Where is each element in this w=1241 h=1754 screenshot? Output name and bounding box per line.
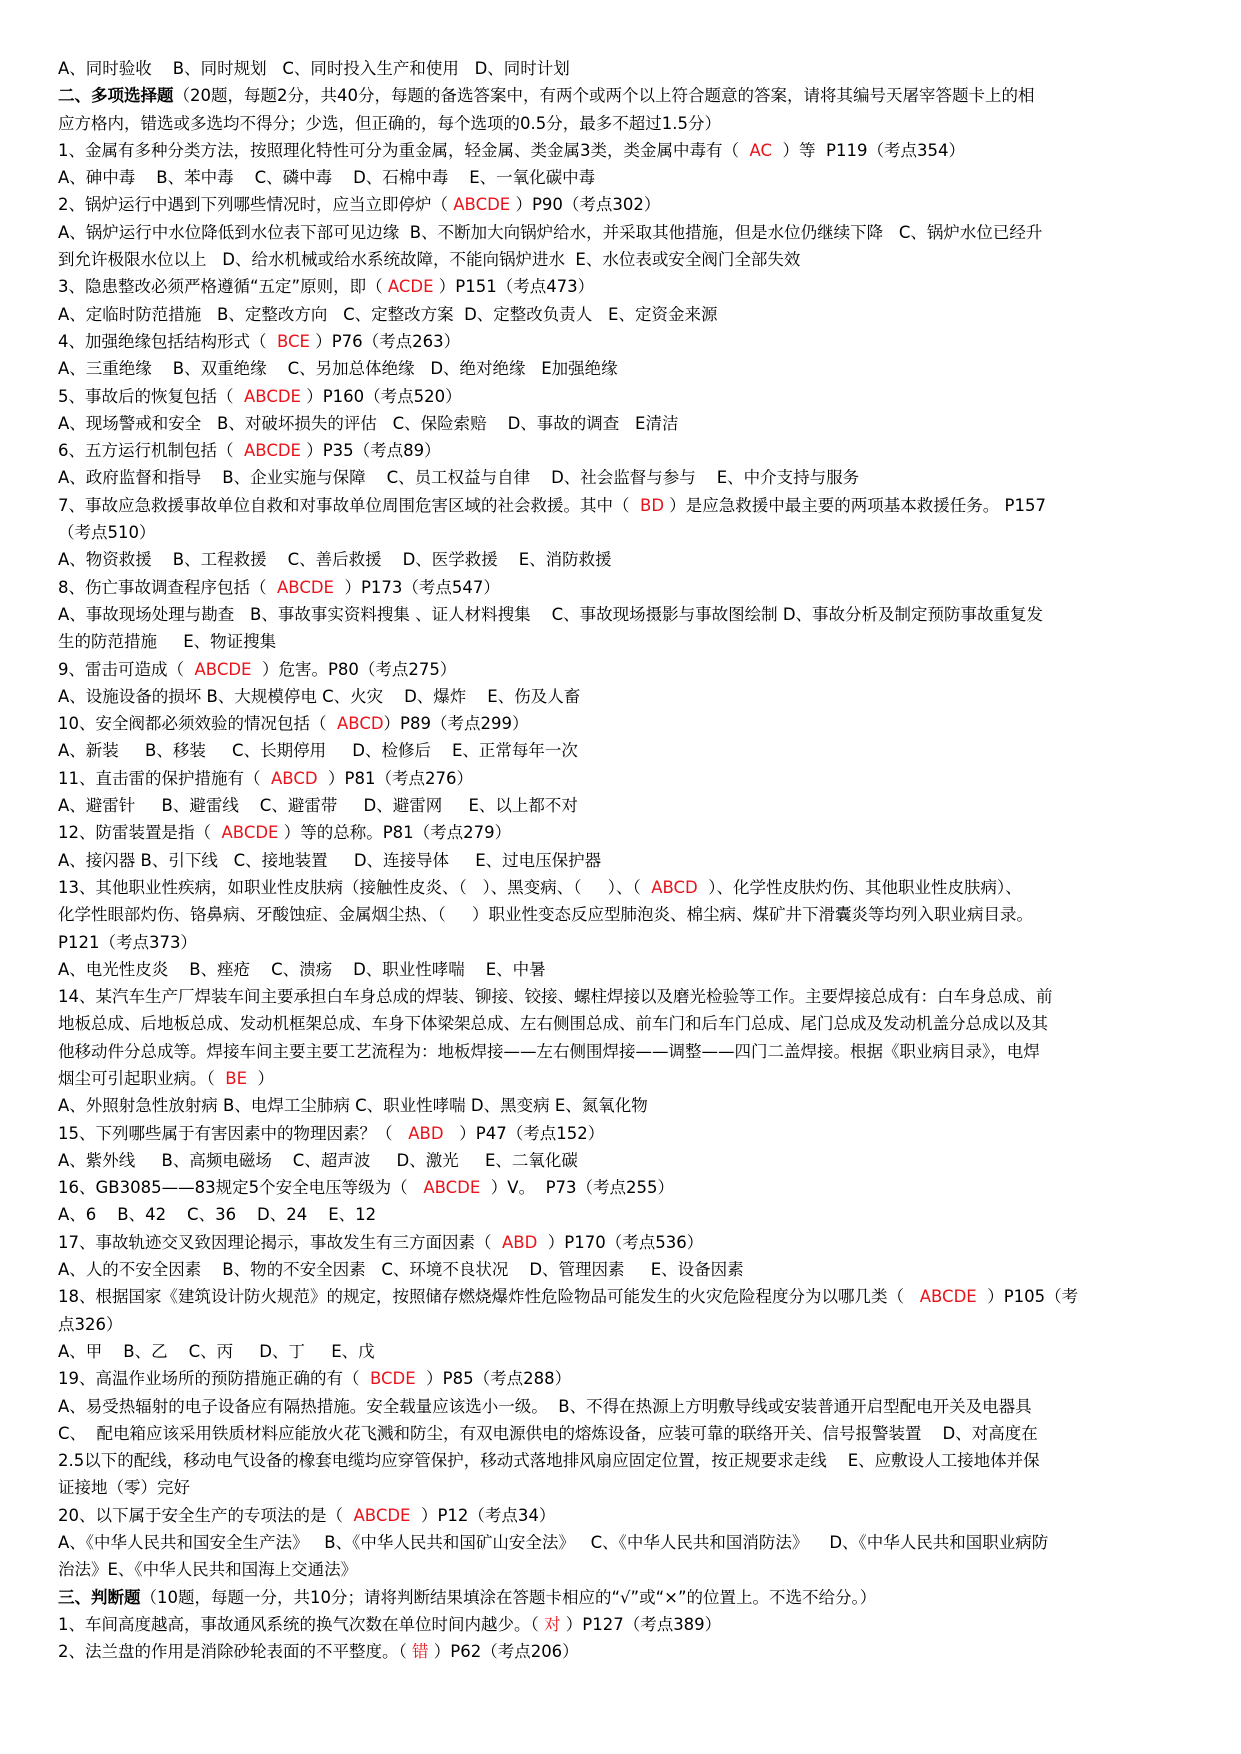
text-line [58, 983, 1183, 1010]
line-text: A、易受热辐射的电子设备应有隔热措施。安全载量应该选小一级。 B、不得在热源上方明敷导线或安装普通开启型配电开关及电器具 [58, 1396, 1032, 1416]
line-text: A、物资救援 B、工程救援 C、善后救援 D、医学救援 E、消防救援 [58, 550, 612, 570]
text-line [58, 55, 1183, 82]
text-line [58, 765, 1183, 792]
answer-text: 对 [544, 1614, 561, 1634]
line-text: 应方格内，错选或多选均不得分；少选，但正确的，每个选项的0.5分，最多不超过1.5分） [58, 113, 721, 133]
line-text: 烟尘可引起职业病。（ [58, 1068, 226, 1088]
text-line [58, 792, 1183, 819]
line-text-suffix: ）P127（考点389） [560, 1614, 722, 1634]
line-text: A、砷中毒 B、苯中毒 C、磷中毒 D、石棉中毒 E、一氧化碳中毒 [58, 168, 596, 188]
answer-text: ABCDE [221, 823, 279, 843]
line-text: A、甲 B、乙 C、丙 D、丁 E、戊 [58, 1341, 375, 1361]
answer-text: ABCDE [353, 1505, 411, 1525]
line-text: A、锅炉运行中水位降低到水位表下部可见边缘 B、不断加大向锅炉给水，并采取其他措施，但是水位仍继续下降 C、锅炉水位已经升 [58, 222, 1043, 242]
line-text: 他移动件分总成等。焊接车间主要主要工艺流程为：地板焊接——左右侧围焊接——调整——四门二盖焊接。根据《职业病目录》，电焊 [58, 1041, 1040, 1061]
line-text: 6、五方运行机制包括（ [58, 441, 244, 461]
text-line [58, 110, 1183, 137]
text-line [58, 1365, 1183, 1392]
line-text-suffix: ） [247, 1068, 274, 1088]
text-line [58, 492, 1183, 519]
line-text-suffix: ）等的总称。P81（考点279） [278, 823, 512, 843]
line-text: 2、法兰盘的作用是消除砂轮表面的不平整度。（ [58, 1642, 412, 1662]
text-line [58, 737, 1183, 764]
text-line [58, 1638, 1183, 1665]
text-line [58, 683, 1183, 710]
text-line [58, 1556, 1183, 1583]
answer-text: AC [749, 140, 773, 160]
line-text: 1、车间高度越高，事故通风系统的换气次数在单位时间内越少。（ [58, 1614, 544, 1634]
text-line [58, 355, 1183, 382]
section-heading-line [58, 82, 1183, 109]
line-text: A、同时验收 B、同时规划 C、同时投入生产和使用 D、同时计划 [58, 59, 570, 78]
text-line [58, 1420, 1183, 1447]
text-line [58, 710, 1183, 737]
line-text: A、现场警戒和安全 B、对破坏损失的评估 C、保险索赔 D、事故的调查 E清洁 [58, 413, 679, 433]
line-text: 4、加强绝缘包括结构形式（ [58, 331, 277, 351]
text-line [58, 546, 1183, 573]
text-line [58, 1065, 1183, 1092]
line-text: A、设施设备的损坏 B、大规模停电 C、火灾 D、爆炸 E、伤及人畜 [58, 686, 581, 706]
line-text: 13、其他职业性疾病，如职业性皮肤病（接触性皮炎、（ ）、黑变病、（ ）、（ [58, 877, 652, 897]
text-line [58, 1447, 1183, 1474]
answer-text: BD [640, 495, 665, 515]
line-text: 11、直击雷的保护措施有（ [58, 768, 271, 788]
line-text-suffix: ）P151（考点473） [433, 277, 595, 297]
section-title: 二、多项选择题 [58, 86, 174, 106]
line-text: （10题，每题一分，共10分；请将判断结果填涂在答题卡相应的“√”或“×”的位置上。不选不给分。） [140, 1587, 877, 1607]
text-line [58, 1174, 1183, 1201]
answer-text: BCDE [370, 1369, 416, 1389]
answer-text: ABCDE [277, 577, 334, 597]
line-text: 地板总成、后地板总成、发动机框架总成、车身下体梁架总成、左右侧围总成、前车门和后车门总成、尾门总成及发动机盖分总成以及其 [58, 1014, 1048, 1034]
text-line [58, 410, 1183, 437]
line-text: 1、金属有多种分类方法，按照理化特性可分为重金属，轻金属、类金属3类，类金属中毒有（ [58, 140, 750, 160]
line-text-suffix: ）P12（考点34） [410, 1505, 556, 1525]
line-text: 证接地（零）完好 [58, 1478, 190, 1498]
line-text: C、 配电箱应该采用铁质材料应能放火花飞溅和防尘，有双电源供电的熔炼设备，应装可靠的联络开关、信号报警装置 D、对高度在 [58, 1423, 1038, 1443]
answer-text: 错 [412, 1642, 429, 1662]
line-text: A、外照射急性放射病 B、电焊工尘肺病 C、职业性哮喘 D、黑变病 E、氮氧化物 [58, 1096, 648, 1116]
text-line [58, 164, 1183, 191]
line-text-suffix: ）是应急救援中最主要的两项基本救援任务。 P157 [664, 495, 1046, 515]
text-line [58, 601, 1183, 628]
text-line [58, 929, 1183, 956]
answer-text: ABCD [271, 768, 318, 788]
line-text: 2.5以下的配线，移动电气设备的橡套电缆均应穿管保护，移动式落地排风扇应固定位置，按正规要求走线 E、应敷设人工接地体并保 [58, 1451, 1040, 1471]
text-line [58, 1038, 1183, 1065]
line-text: A、事故现场处理与勘查 B、事故事实资料搜集 、证人材料搜集 C、事故现场摄影与事故图绘制 D、事故分析及制定预防事故重复发 [58, 604, 1044, 624]
line-text: 17、事故轨迹交叉致因理论揭示，事故发生有三方面因素（ [58, 1232, 502, 1252]
line-text-suffix: ）P81（考点276） [317, 768, 473, 788]
text-line [58, 1147, 1183, 1174]
line-text: A、6 B、42 C、36 D、24 E、12 [58, 1205, 377, 1225]
text-line [58, 1256, 1183, 1283]
text-line [58, 464, 1183, 491]
line-text: 19、高温作业场所的预防措施正确的有（ [58, 1369, 370, 1389]
line-text-suffix: ）P47（考点152） [443, 1123, 605, 1143]
line-text-suffix: ）P173（考点547） [333, 577, 500, 597]
text-line [58, 1502, 1183, 1529]
line-text-suffix: ）危害。P80（考点275） [251, 659, 457, 679]
answer-text: ABCD [651, 877, 698, 897]
answer-text: BE [225, 1068, 247, 1088]
text-line [58, 1311, 1183, 1338]
line-text: A、三重绝缘 B、双重绝缘 C、另加总体绝缘 D、绝对绝缘 E加强绝缘 [58, 359, 618, 379]
text-line [58, 901, 1183, 928]
line-text: 20、以下属于安全生产的专项法的是（ [58, 1505, 354, 1525]
line-text-suffix: ）P160（考点520） [300, 386, 462, 406]
line-text-suffix: ）P90（考点302） [510, 195, 661, 215]
line-text-suffix: ）P89（考点299） [383, 714, 529, 734]
text-line [58, 1611, 1183, 1638]
text-line [58, 219, 1183, 246]
line-text: 2、锅炉运行中遇到下列哪些情况时，应当立即停炉（ [58, 195, 454, 215]
line-text: 14、某汽车生产厂焊装车间主要承担白车身总成的焊装、铆接、铰接、螺柱焊接以及磨光检验等工作。主要焊接总成有：白车身总成、前 [58, 987, 1053, 1007]
line-text-suffix: ）P76（考点263） [309, 331, 461, 351]
answer-text: ABCDE [244, 441, 301, 461]
line-text: 8、伤亡事故调查程序包括（ [58, 577, 277, 597]
text-line [58, 328, 1183, 355]
line-text: P121（考点373） [58, 932, 197, 952]
text-line [58, 1201, 1183, 1228]
text-line [58, 1283, 1183, 1310]
line-text: A、政府监督和指导 B、企业实施与保障 C、员工权益与自律 D、社会监督与参与 E、中介支持与服务 [58, 468, 860, 488]
line-text: A、人的不安全因素 B、物的不安全因素 C、环境不良状况 D、管理因素 E、设备因素 [58, 1260, 744, 1280]
text-line [58, 1529, 1183, 1556]
line-text: 3、隐患整改必须严格遵循“五定”原则，即（ [58, 277, 388, 297]
line-text: A、电光性皮炎 B、痤疮 C、溃疡 D、职业性哮喘 E、中暑 [58, 959, 546, 979]
text-line [58, 847, 1183, 874]
text-line [58, 628, 1183, 655]
answer-text: ABCDE [919, 1287, 977, 1307]
text-line [58, 956, 1183, 983]
answer-text: ABCDE [423, 1178, 481, 1198]
section-title: 三、判断题 [58, 1587, 141, 1607]
line-text: 15、下列哪些属于有害因素中的物理因素？（ [58, 1123, 409, 1143]
line-text-suffix: ）P35（考点89） [300, 441, 441, 461]
line-text-suffix: ）V。 P73（考点255） [480, 1178, 675, 1198]
line-text: A、避雷针 B、避雷线 C、避雷带 D、避雷网 E、以上都不对 [58, 796, 578, 816]
section-heading-line [58, 1584, 1183, 1611]
line-text: A、《中华人民共和国安全生产法》 B、《中华人民共和国矿山安全法》 C、《中华人民共和国消防法》 D、《中华人民共和国职业病防 [58, 1533, 1049, 1553]
answer-text: ABCDE [194, 659, 252, 679]
text-line [58, 1010, 1183, 1037]
text-line [58, 574, 1183, 601]
line-text-suffix: ）等 P119（考点354） [772, 140, 965, 160]
answer-text: ABD [502, 1232, 538, 1252]
text-line [58, 1092, 1183, 1119]
answer-text: ACDE [387, 277, 434, 297]
text-line [58, 819, 1183, 846]
line-text: 7、事故应急救援事故单位自救和对事故单位周围危害区域的社会救援。其中（ [58, 495, 640, 515]
line-text: 治法》E、《中华人民共和国海上交通法》 [58, 1560, 358, 1580]
line-text: A、紫外线 B、高频电磁场 C、超声波 D、激光 E、二氧化碳 [58, 1150, 578, 1170]
answer-text: ABD [408, 1123, 444, 1143]
line-text: 16、GB3085——83规定5个安全电压等级为（ [58, 1178, 424, 1198]
text-line [58, 273, 1183, 300]
text-line [58, 1338, 1183, 1365]
text-line [58, 656, 1183, 683]
line-text: 9、雷击可造成（ [58, 659, 195, 679]
answer-text: ABCDE [244, 386, 301, 406]
text-line [58, 1474, 1183, 1501]
line-text-suffix: ）P105（考 [976, 1287, 1079, 1307]
text-line [58, 301, 1183, 328]
line-text: （20题，每题2分，共40分，每题的备选答案中，有两个或两个以上符合题意的答案，请将其编号天屠宰答题卡上的相 [173, 86, 1035, 106]
line-text: 18、根据国家《建筑设计防火规范》的规定，按照储存燃烧爆炸性危险物品可能发生的火灾危险程度分为以哪几类（ [58, 1287, 920, 1307]
answer-text: ABCD [337, 714, 384, 734]
text-line [58, 383, 1183, 410]
line-text-suffix: ）P62（考点206） [428, 1642, 579, 1662]
line-text-suffix: ）P85（考点288） [415, 1369, 572, 1389]
line-text: 5、事故后的恢复包括（ [58, 386, 244, 406]
line-text: （考点510） [58, 523, 156, 543]
text-line [58, 437, 1183, 464]
answer-text: ABCDE [453, 195, 511, 215]
line-text: 到允许极限水位以上 D、给水机械或给水系统故障，不能向锅炉进水 E、水位表或安全阀门全部失效 [58, 250, 801, 270]
line-text: 生的防范措施 E、物证搜集 [58, 632, 277, 652]
line-text-suffix: ）、化学性皮肤灼伤、其他职业性皮肤病）、 [697, 877, 1022, 897]
text-line [58, 519, 1183, 546]
line-text: 12、防雷装置是指（ [58, 823, 222, 843]
text-line [58, 1393, 1183, 1420]
line-text: A、接闪器 B、引下线 C、接地装置 D、连接导体 E、过电压保护器 [58, 850, 602, 870]
document-body [58, 55, 1183, 1666]
text-line [58, 1229, 1183, 1256]
text-line [58, 1120, 1183, 1147]
line-text: 点326） [58, 1314, 123, 1334]
line-text: A、定临时防范措施 B、定整改方向 C、定整改方案 D、定整改负责人 E、定资金来源 [58, 304, 718, 324]
line-text: 化学性眼部灼伤、铬鼻病、牙酸蚀症、金属烟尘热、（ ）职业性变态反应型肺泡炎、棉尘病、煤矿井下滑囊炎等均列入职业病目录。 [58, 905, 1033, 925]
text-line [58, 874, 1183, 901]
line-text: 10、安全阀都必须效验的情况包括（ [58, 714, 337, 734]
answer-text: BCE [277, 331, 310, 351]
text-line [58, 246, 1183, 273]
text-line [58, 137, 1183, 164]
text-line [58, 191, 1183, 218]
line-text-suffix: ）P170（考点536） [537, 1232, 704, 1252]
line-text: A、新装 B、移装 C、长期停用 D、检修后 E、正常每年一次 [58, 741, 578, 761]
